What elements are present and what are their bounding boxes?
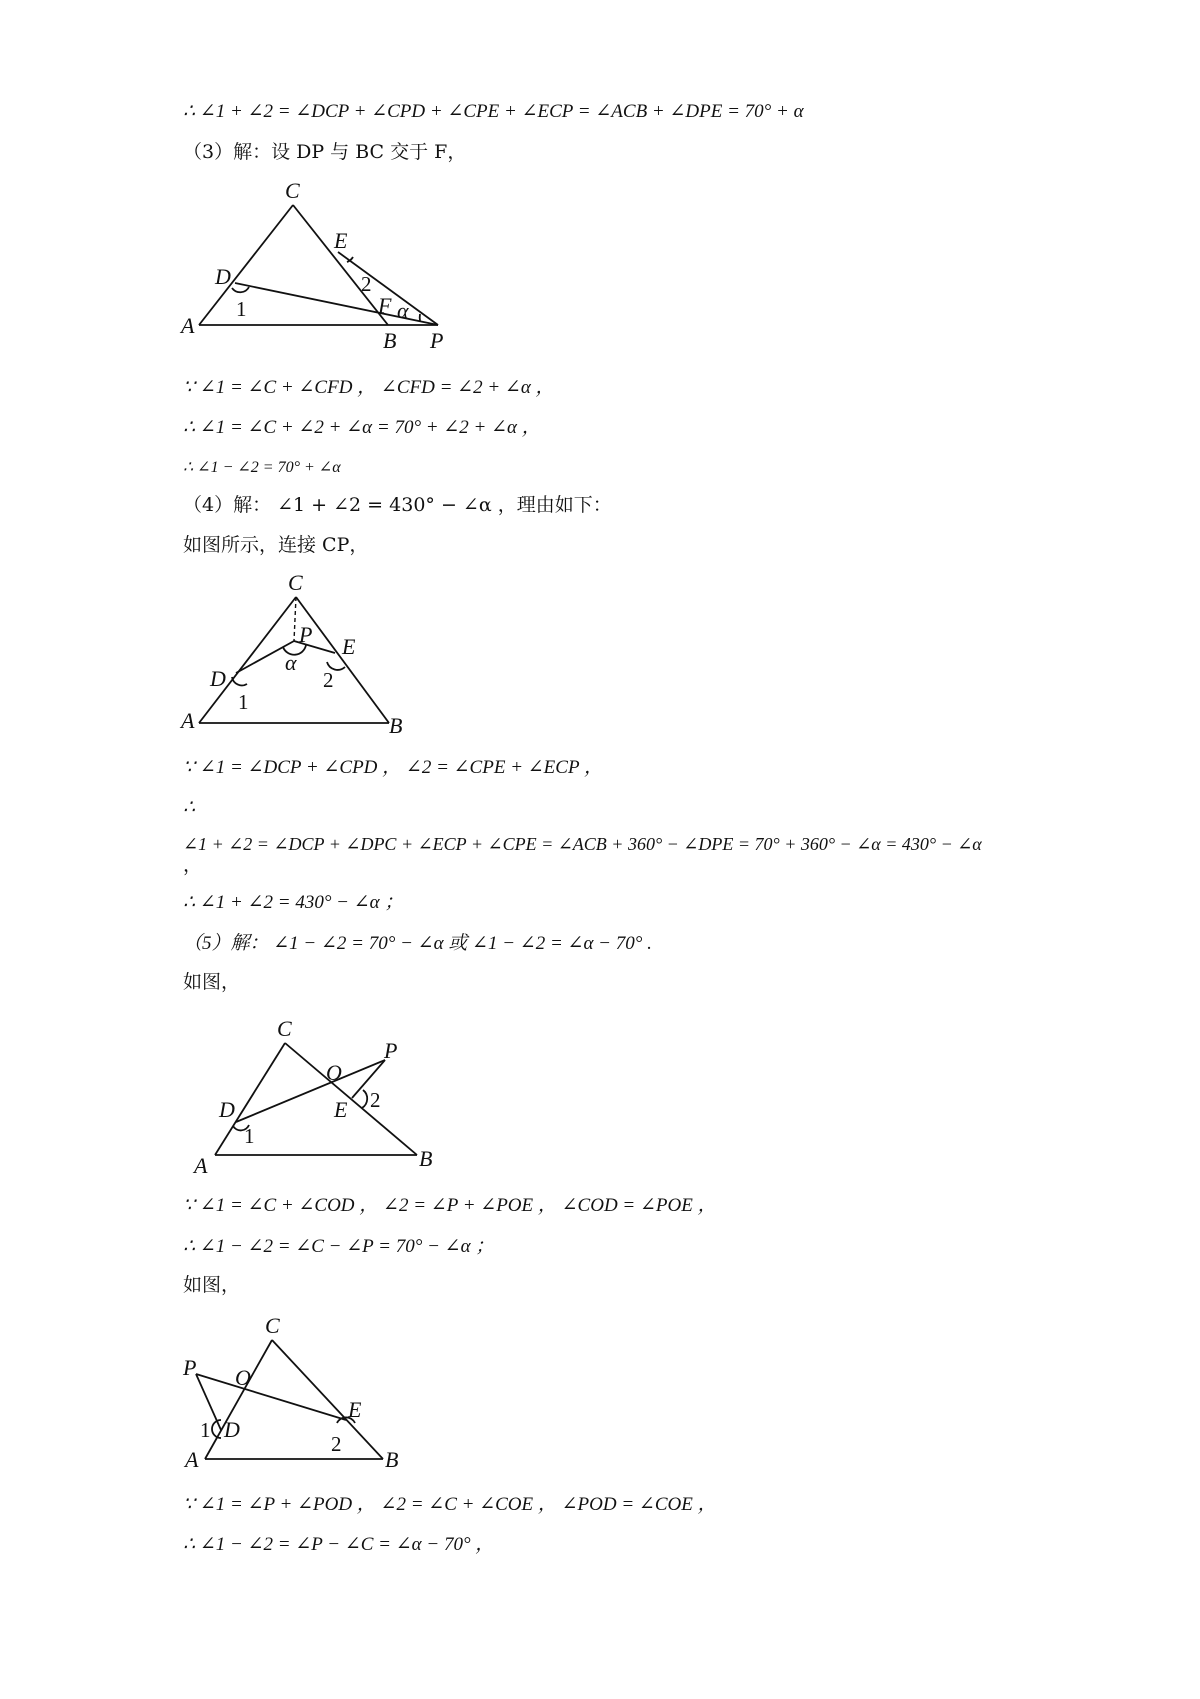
- fig3-label-a: A: [194, 1153, 208, 1178]
- fig3-label-angle-1: 1: [244, 1124, 255, 1148]
- fig2-label-b: B: [389, 713, 403, 738]
- fig4-line-cb: [272, 1340, 383, 1459]
- fig1-label-angle-2: 2: [361, 272, 372, 296]
- fig2-label-a: A: [181, 708, 195, 733]
- fig2-label-e: E: [342, 634, 356, 659]
- text-line-2: （3）解：设 DP 与 BC 交于 F，: [183, 141, 467, 163]
- fig3-label-c: C: [277, 1016, 292, 1041]
- fig3-label-o: O: [326, 1060, 342, 1085]
- text-line-1: ∴ ∠1 + ∠2 = ∠DCP + ∠CPD + ∠CPE + ∠ECP = ∠ACB + ∠DPE = 70° + α: [183, 101, 804, 122]
- fig4-label-b: B: [385, 1447, 399, 1472]
- figure-1-triangle-diagram: [0, 170, 460, 360]
- figure-4-triangle-diagram: [0, 1305, 460, 1480]
- figure-3-triangle-diagram: [0, 1005, 460, 1185]
- fig2-label-d: D: [210, 666, 226, 691]
- fig1-label-d: D: [215, 264, 231, 289]
- fig4-label-a: A: [185, 1447, 199, 1472]
- fig1-label-e: E: [334, 228, 348, 253]
- fig4-label-angle-2: 2: [331, 1432, 342, 1456]
- fig1-label-p: P: [430, 328, 444, 353]
- fig3-label-b: B: [419, 1146, 433, 1171]
- fig2-label-c: C: [288, 570, 303, 595]
- text-line-15: ∵ ∠1 = ∠C + ∠COD ， ∠2 = ∠P + ∠POE ， ∠COD = ∠POE ，: [183, 1195, 717, 1216]
- text-line-6: （4）解： ∠1 + ∠2 = 430° − ∠α ，理由如下：: [183, 494, 612, 516]
- fig1-label-f: F: [378, 293, 392, 318]
- text-line-8: ∵ ∠1 = ∠DCP + ∠CPD ， ∠2 = ∠CPE + ∠ECP ，: [183, 757, 603, 778]
- fig2-label-angle-1: 1: [238, 690, 249, 714]
- text-line-10: ∠1 + ∠2 = ∠DCP + ∠DPC + ∠ECP + ∠CPE = ∠ACB + 360° − ∠DPE = 70° + 360° − ∠α = 430° − ∠α: [183, 834, 982, 854]
- fig3-label-p: P: [384, 1038, 398, 1063]
- text-line-18: ∵ ∠1 = ∠P + ∠POD ， ∠2 = ∠C + ∠COE ， ∠POD = ∠COE ，: [183, 1494, 717, 1515]
- text-line-7: 如图所示，连接 CP，: [183, 534, 369, 556]
- fig1-label-angle-1: 1: [236, 297, 247, 321]
- fig1-line-cb: [293, 205, 388, 325]
- figure-2-triangle-diagram: [0, 570, 460, 740]
- fig3-label-angle-2: 2: [370, 1088, 381, 1112]
- fig1-label-b: B: [383, 328, 397, 353]
- fig4-label-c: C: [265, 1313, 280, 1338]
- fig4-label-angle-1: 1: [200, 1418, 211, 1442]
- text-line-16: ∴ ∠1 − ∠2 = ∠C − ∠P = 70° − ∠α ；: [183, 1236, 495, 1257]
- fig4-label-p: P: [183, 1355, 197, 1380]
- fig1-label-c: C: [285, 178, 300, 203]
- fig2-line-cp-dashed: [294, 597, 296, 641]
- fig3-line-dp: [236, 1060, 385, 1122]
- text-line-5: ∴ ∠1 − ∠2 = 70° + ∠α: [183, 459, 341, 476]
- fig2-label-p: P: [299, 622, 313, 647]
- fig2-label-angle-2: 2: [323, 668, 334, 692]
- fig1-label-alpha: α: [397, 298, 409, 323]
- fig3-label-d: D: [219, 1097, 235, 1122]
- fig2-label-alpha: α: [285, 650, 297, 675]
- text-line-11: ，: [183, 854, 203, 876]
- fig4-label-e: E: [348, 1397, 362, 1422]
- text-line-4: ∴ ∠1 = ∠C + ∠2 + ∠α = 70° + ∠2 + ∠α ，: [183, 417, 541, 438]
- text-line-19: ∴ ∠1 − ∠2 = ∠P − ∠C = ∠α − 70° ，: [183, 1534, 495, 1555]
- text-line-17: 如图，: [183, 1274, 241, 1296]
- text-line-3: ∵ ∠1 = ∠C + ∠CFD ， ∠CFD = ∠2 + ∠α ，: [183, 377, 555, 398]
- text-line-13: （5）解： ∠1 − ∠2 = 70° − ∠α 或 ∠1 − ∠2 = ∠α − 70° .: [183, 933, 652, 954]
- fig4-label-d: D: [224, 1417, 240, 1442]
- fig4-line-pe: [196, 1374, 346, 1420]
- fig1-angle-1-arc: [232, 287, 249, 292]
- fig1-label-a: A: [181, 313, 195, 338]
- fig3-label-e: E: [334, 1097, 348, 1122]
- fig3-angle-2-arc: [362, 1090, 367, 1108]
- text-line-14: 如图，: [183, 971, 241, 993]
- fig4-label-o: O: [235, 1365, 251, 1390]
- text-line-12: ∴ ∠1 + ∠2 = 430° − ∠α ；: [183, 892, 404, 913]
- text-line-9: ∴: [183, 797, 196, 818]
- fig2-line-cb: [296, 597, 389, 723]
